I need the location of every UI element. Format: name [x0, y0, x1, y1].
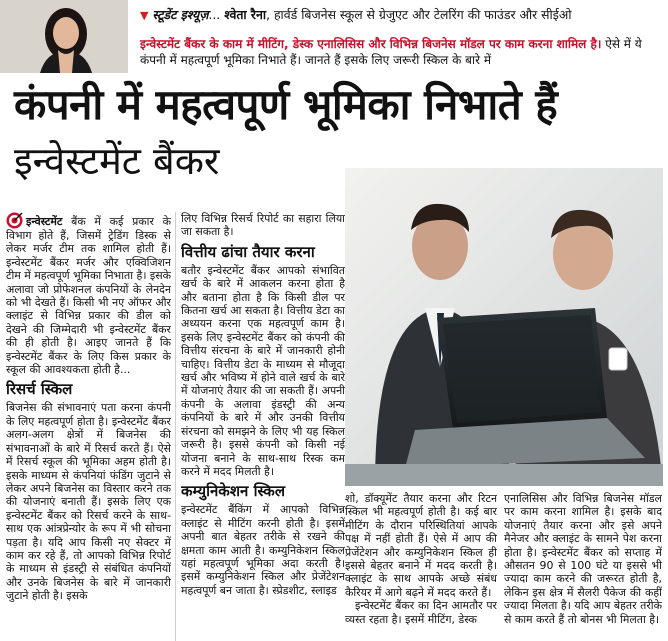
author-name: श्वेता रैना [224, 7, 267, 22]
col2-para1: लिए विभिन्न रिसर्च रिपोर्ट का सहारा लिया जा सकता है। [181, 212, 345, 239]
column-1 [6, 212, 171, 641]
subhead-communication-skill: कम्युनिकेशन स्किल [181, 482, 285, 501]
col3-para1: शो, डॉक्यूमेंट तैयार करना और रिटन स्किल भी महत्वपूर्ण होती है। कई बार मीटिंग के दौरान परिस्थितियां आपके पक्ष में नहीं होती हैं। ऐसे में आप की प्रेजेंटेशन और कम्युनिकेशन स्किल ही इससे बेहतर बनाने में मदद करती है। क्लाइंट के साथ आपके अच्छे संबंध कैरियर में आगे बढ़ने में मदद करते हैं। [345, 492, 497, 599]
section-tag: स्टूडेंट इश्यूज़ [152, 7, 209, 22]
byline [140, 6, 668, 23]
headline-line1: कंपनी में महत्वपूर्ण भूमिका निभाते हैं [14, 80, 558, 129]
col3-para2: इन्वेस्टमेंट बैंकर का दिन आमतौर पर व्यस्त रहता है। इसमें मीटिंग, डेस्क [345, 599, 497, 626]
column-4 [504, 492, 662, 641]
intro-highlight: इन्वेस्टमेंट बैंकर के काम में मीटिंग, डेस्क एनालिसिस और विभिन्न बिजनेस मॉडल पर काम करना शामिल है। [140, 37, 602, 51]
col2-para2: बतौर इन्वेस्टमेंट बैंकर आपको संभावित खर्च के बारे में आकलन करना होता है और बताना होता है कि किसी डील पर कितना खर्च आ सकता है। वित्तीय डेटा का अध्ययन करना एक महत्वपूर्ण काम है। इसके लिए इन्वेस्टमेंट बैंकर को कंपनी की वित्तीय संरचना के बारे में जानकारी होनी चाहिए। वित्तीय डेटा के माध्यम से मौजूदा खर्च और भविष्य में होने वाले खर्च के बारे में योजनाएं तैयार की जा सकती हैं। अपनी कंपनी के अलावा इंडस्ट्री की अन्य कंपनियों के बारे में और उनकी वित्तीय संरचना को समझने के लिए भी यह स्किल जरूरी है। इससे कंपनी को किसी नई योजना बनाने के साथ-साथ रिस्क कम करने में मदद मिलती है। [181, 263, 345, 478]
author-photo [0, 0, 128, 73]
author-bio: , हार्वर्ड बिजनेस स्कूल से ग्रेजुएट और टेलरिंग की फाउंडर और सीईओ [266, 7, 572, 22]
bankers-photo [345, 168, 663, 486]
triangle-down-icon: ▼ [140, 9, 149, 22]
col1-para1: बैंक में कई प्रकार के विभाग होते हैं, जिसमें ट्रेडिंग डिस्क से लेकर मर्जर टीम तक शामिल होती हैं। इन्वेस्टमेंट बैंकर मर्जर और एक्विजिशन टीम में महत्वपूर्ण भूमिका निभाता है। इसके अलावा जो प्रोफेशनल कंपनियों के लेनदेन को भी देखते हैं। किसी भी नए ऑफर और क्लाइंट से विभिन्न प्रकार की डील को देखने की जिम्मेदारी भी इन्वेस्टमेंट बैंकर की ही होती है। आइए जानते हैं कि इन्वेस्टमेंट बैंकर के लिए किस प्रकार के स्कूल की आवश्यकता होती है... [6, 215, 171, 377]
column-2 [181, 212, 345, 641]
lead-word: इन्वेस्टमेंट [26, 215, 63, 228]
column-divider [175, 212, 176, 641]
intro-rest: ऐसे में ये कंपनी में महत्वपूर्ण भूमिका निभाते हैं। जानते हैं इसके लिए जरूरी स्किल के बारे में [140, 37, 642, 67]
headline-line2: इन्वेस्टमेंट बैंकर [14, 139, 220, 183]
col4-para1: एनालिसिस और विभिन्न बिजनेस मॉडल पर काम करना शामिल है। इसके बाद योजनाएं तैयार करना और इसे अपने मैनेजर और क्लाइंट के सामने पेश करना होता है। इन्वेस्टमेंट बैंकर को सप्ताह में औसतन 90 से 100 घंटे या इससे भी ज्यादा काम करने की जरूरत होती है, लेकिन इस क्षेत्र में सैलरी पैकेज की कहीं ज्यादा मिलता है। यदि आप बेहतर तरीके से काम करते हैं तो बोनस भी मिलता है। [504, 492, 662, 626]
subhead-financial-structure: वित्तीय ढांचा तैयार करना [181, 242, 315, 261]
col2-para3: इन्वेस्टमेंट बैंकिंग में आपको विभिन्न क्लाइंट से मीटिंग करनी होती है। इसमें अपनी बात बेहतर तरीके से रखने की क्षमता काम आती है। कम्युनिकेशन स्किल यहां महत्वपूर्ण भूमिका अदा करती है। इसमें कम्युनिकेशन स्किल और प्रेजेंटेशन महत्वपूर्ण बन जाता है। स्प्रेडशीट, स्लाइड [181, 503, 345, 597]
col1-para2: बिजनेस की संभावनाएं पता करना कंपनी के लिए महत्वपूर्ण होता है। इन्वेस्टमेंट बैंकर अलग-अलग क्षेत्रों में बिजनेस की संभावनाओं के बारे में रिसर्च करते हैं। ऐसे में रिसर्च स्कूल की भूमिका अहम होती है। इसके माध्यम से कंपनियां फंडिंग जुटाने से लेकर अपने बिजनेस का विस्तार करने तक की योजनाएं बनाती हैं। इसके लिए एक इन्वेस्टमेंट बैंकर को रिसर्च करने के साथ-साथ एक आंत्रप्रेन्योर के रूप में भी सोचना पड़ता है। यदि आप किसी नए सेक्टर में काम कर रहे हैं, तो आपको विभिन्न रिपोर्ट के माध्यम से इंडस्ट्री से संबंधित कंपनियों और उनके बिजनेस के बारे में जानकारी जुटाने होती है। इसके [6, 401, 171, 603]
column-3 [345, 492, 497, 641]
byline-ellipsis: ... [208, 7, 221, 22]
target-icon [6, 212, 23, 229]
intro-text [140, 36, 668, 68]
subhead-research-skill: रिसर्च स्किल [6, 380, 73, 399]
